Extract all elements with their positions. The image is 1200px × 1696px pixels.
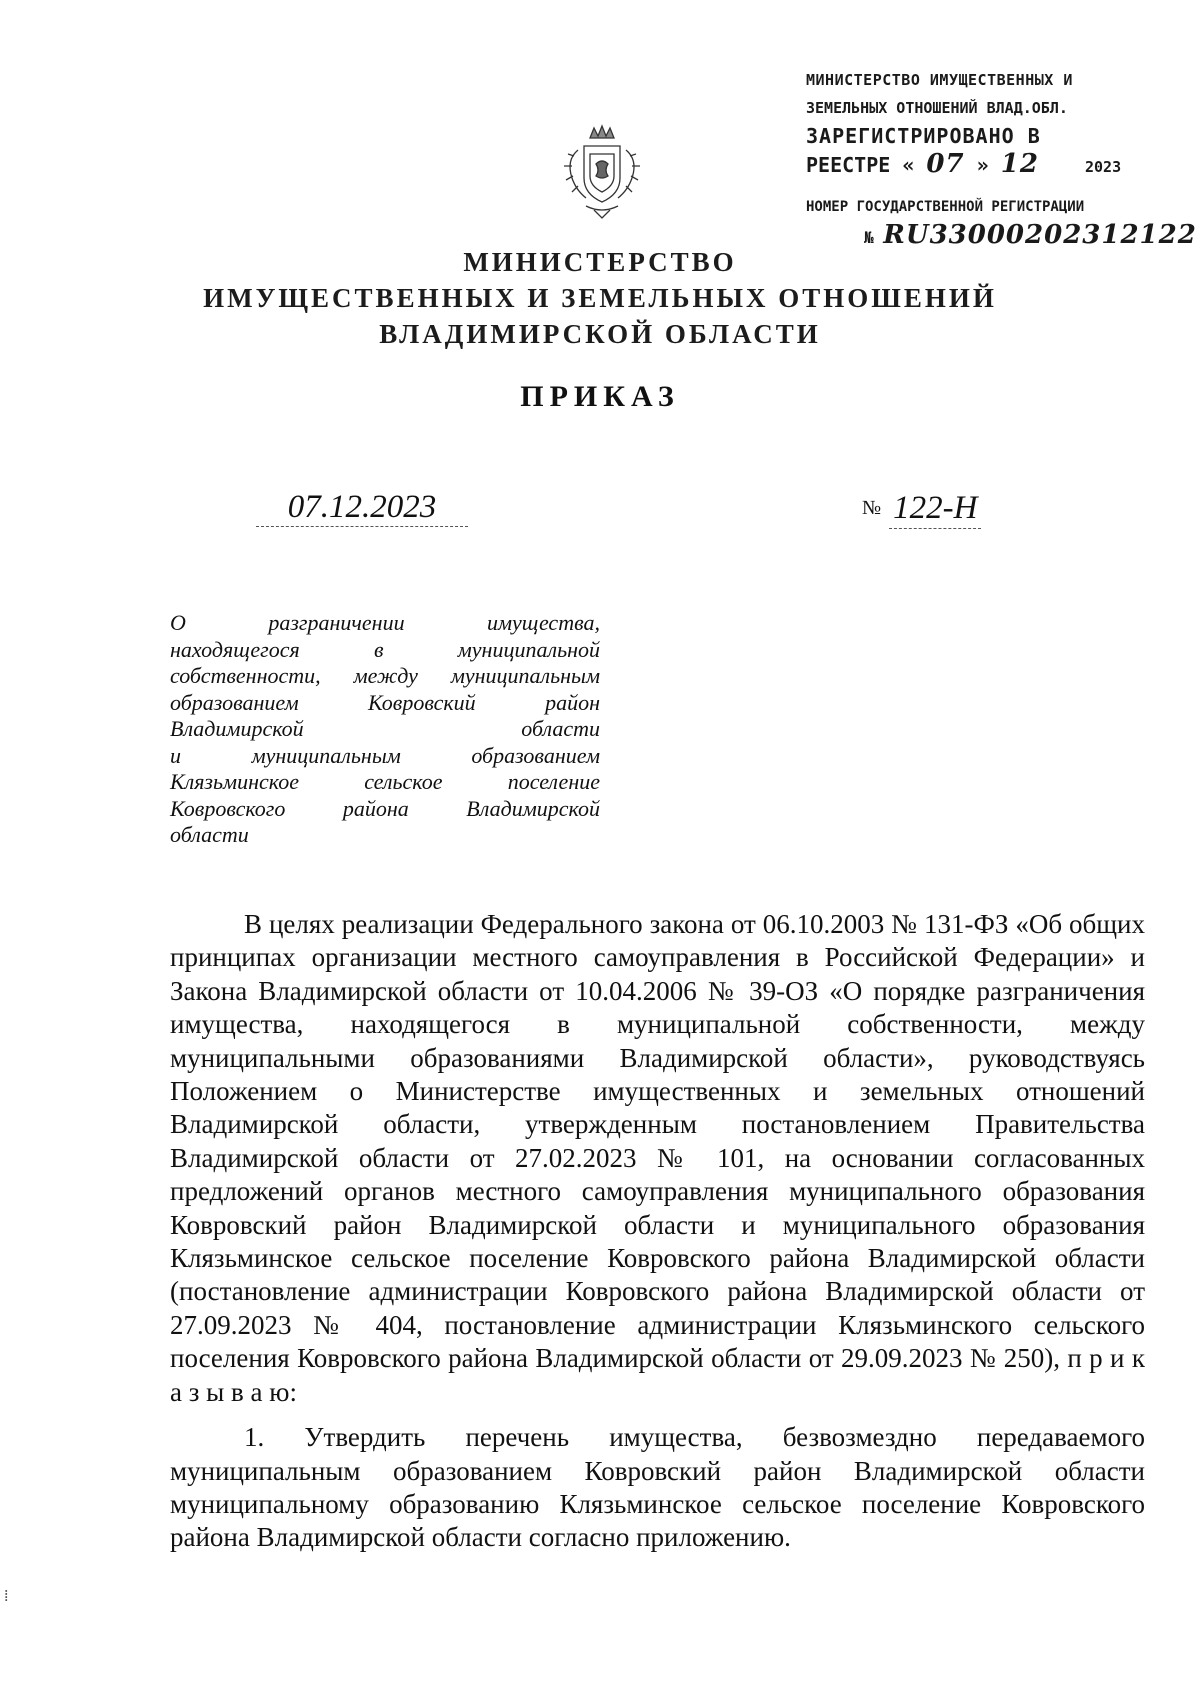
order-number-value: 122-Н [889, 490, 981, 529]
subject-line: собственности, между муниципальным [170, 663, 600, 688]
stamp-registry-month: 12 [1000, 149, 1039, 179]
subject-line: находящегося в муниципальной [170, 636, 600, 662]
order-body [170, 908, 1145, 1555]
stamp-line-relations: ЗЕМЕЛЬНЫХ ОТНОШЕНИЙ ВЛАД.ОБЛ. [806, 99, 1068, 117]
subject-line: Клязьминское сельское поселение [170, 769, 600, 794]
subject-line: Владимирской области [170, 716, 600, 741]
ministry-line-3: ВЛАДИМИРСКОЙ ОБЛАСТИ [379, 319, 821, 349]
registration-stamp [806, 66, 1197, 252]
coat-of-arms-emblem [556, 120, 648, 220]
stamp-registry-day: 07 [926, 149, 965, 179]
subject-line: образованием Ковровский район [170, 689, 600, 715]
order-title: ПРИКАЗ [520, 380, 680, 413]
stamp-registry-year: 2023 [1084, 158, 1122, 176]
subject-line: области [170, 822, 249, 847]
order-number [862, 490, 981, 527]
ministry-header [0, 244, 1200, 352]
order-subject [170, 610, 600, 849]
ministry-line-1: МИНИСТЕРСТВО [463, 247, 737, 277]
order-item-1: 1. Утвердить перечень имущества, безвозмездно передаваемого муниципальным образованием Ковровский район Владимирской области муниципальному образованию Клязьминское сельское поселение Ковровского района Владимирской области согласно приложению. [170, 1422, 1145, 1553]
subject-line: О разграничении имущества, [170, 610, 600, 635]
stamp-line-ministry: МИНИСТЕРСТВО ИМУЩЕСТВЕННЫХ И [806, 71, 1073, 89]
order-date: 07.12.2023 [256, 490, 468, 527]
subject-line: и муниципальным образованием [170, 742, 600, 768]
stamp-line-registered: ЗАРЕГИСТРИРОВАНО В [806, 124, 1041, 148]
ministry-line-2: ИМУЩЕСТВЕННЫХ И ЗЕМЕЛЬНЫХ ОТНОШЕНИЙ [203, 283, 997, 313]
stamp-registry-prefix: РЕЕСТРЕ « [806, 153, 915, 177]
stamp-line-registration-number-label: НОМЕР ГОСУДАРСТВЕННОЙ РЕГИСТРАЦИИ [806, 199, 1085, 215]
page-edge-mark: ⁞ [4, 1588, 9, 1605]
preamble-paragraph: В целях реализации Федерального закона от 06.10.2003 № 131-ФЗ «Об общих принципах организации местного самоуправления в Российской Федерации» и Закона Владимирской области от 10.04.2006 № 39-ОЗ «О порядке разграничения имущества, находящегося в муниципальной собственности, между муниципальными образованиями Владимирской области», руководствуясь Положением о Министерстве имущественных и земельных отношений Владимирской области, утвержденным постановлением Правительства Владимирской области от 27.02.2023 № 101, на основании согласованных предложений органов местного самоуправления муниципального образования Ковровский район Владимирской области и муниципального образования Клязьминское сельское поселение Ковровского района Владимирской области (постановление администрации Ковровского района Владимирской области от 27.09.2023 № 404, постановление администрации Клязьминского сельского поселения Ковровского района Владимирской области от 29.09.2023 № 250), п р и к а з ы в а ю: [170, 909, 1145, 1407]
stamp-line-registry-date [806, 150, 1166, 181]
subject-line: Ковровского района Владимирской [170, 795, 600, 821]
stamp-registry-mid: » [976, 153, 989, 177]
number-sign: № [862, 497, 882, 519]
stamp-number-prefix: № [864, 228, 874, 247]
stamp-registration-number: RU33000202312122 [883, 220, 1197, 250]
